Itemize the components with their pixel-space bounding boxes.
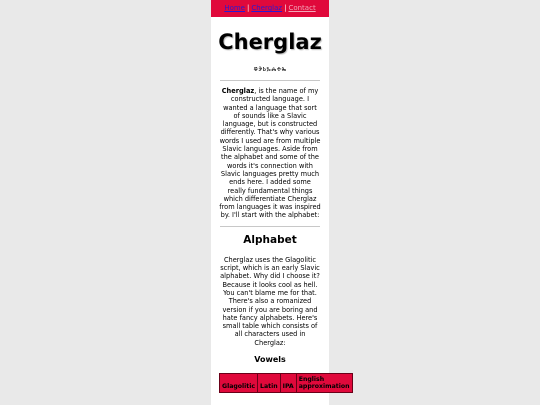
vowels-col-ipa: IPA <box>280 374 296 393</box>
vowels-col-latin: Latin <box>258 374 281 393</box>
nav-separator: | <box>284 4 287 12</box>
nav-link-cherglaz[interactable]: Cherglaz <box>251 4 283 12</box>
intro-text: , is the name of my constructed language. I wanted a language that sort of sounds like a Slavic language, but is constructed differently. That's why various words I used are from multiple Slavic languages. Aside from the alphabet and some of the words it's connection with Slavic languages pretty much ends here. I added some really fundamental things which differentiate Cherglaz from languages it was inspired by. I'll start with the alphabet: <box>219 87 321 220</box>
intro-bold-word: Cherglaz <box>221 87 255 95</box>
vowels-table <box>219 373 353 393</box>
alphabet-paragraph: Cherglaz uses the Glagolitic script, which is an early Slavic alphabet. Why did I choose it? Because it looks cool as hell. You can't blame me for that. There's also a romanized version if you are boring and hate fancy alphabets. Here's small table which consists of all characters used in Cherglaz: <box>220 255 320 347</box>
vowels-table-header-row <box>220 374 353 393</box>
nav-link-contact[interactable]: Contact <box>288 4 316 12</box>
vowels-heading: Vowels <box>254 355 286 365</box>
glagolitic-name: ⰝⰅⰓⰃⰎⰀⰈ <box>253 66 287 73</box>
nav-link-home[interactable]: Home <box>224 4 245 12</box>
divider <box>220 226 320 227</box>
page-title: Cherglaz <box>218 30 322 54</box>
divider <box>220 80 320 81</box>
page-content <box>211 0 350 405</box>
alphabet-heading: Alphabet <box>243 233 297 246</box>
intro-paragraph <box>219 87 321 220</box>
vowels-col-english: English approximation <box>296 374 352 393</box>
vowels-col-glagolitic: Glagolitic <box>220 374 258 393</box>
navbar <box>211 0 329 17</box>
nav-separator: | <box>246 4 250 12</box>
